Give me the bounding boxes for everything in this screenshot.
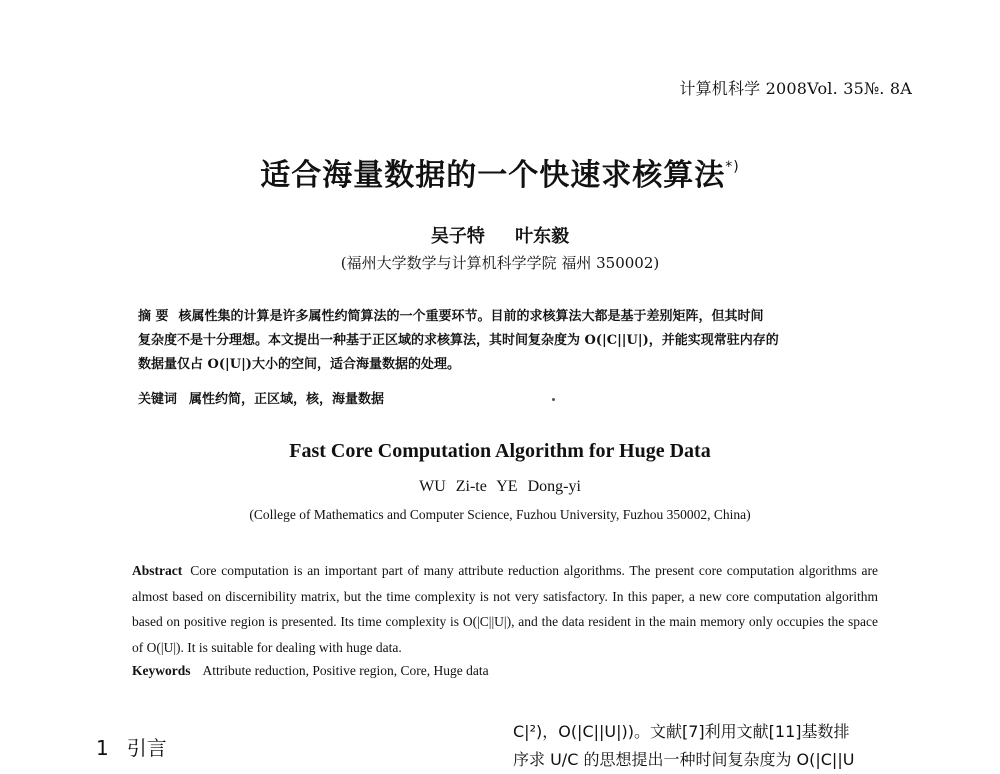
paper-title-en: Fast Core Computation Algorithm for Huge Data — [289, 440, 711, 462]
section-number: 1 — [96, 736, 109, 760]
affiliation-zh: (福州大学数学与计算机科学学院 福州 350002) — [340, 254, 660, 272]
keywords-zh-label: 关键词 — [138, 392, 178, 407]
footnote-mark: *) — [725, 159, 740, 175]
keywords-zh — [138, 388, 384, 407]
keywords-en-label: Keywords — [132, 663, 191, 678]
abstract-en-text: Core computation is an important part of many attribute reduction algorithms. The present core computation algorithms are almost based on discernibility matrix, but the time complexity is not very satisfactory. In this paper, a new core computation algorithm based on positive region is presented. Its time complexity is O(|C||U|), and the data resident in the main memory only occupies the space of O(|U|). It is suitable for dealing with huge data. — [132, 563, 878, 655]
abstract-zh-line-2: 复杂度不是十分理想。本文提出一种基于正区域的求核算法，其时间复杂度为 O(|C||U|)，并能实现常驻内存的 — [138, 333, 779, 348]
right-column-line-2: 序求 U/C 的思想提出一种时间复杂度为 O(|C||U — [513, 750, 855, 769]
abstract-en-label: Abstract — [132, 563, 183, 578]
section-heading — [96, 732, 167, 761]
abstract-zh-label: 摘 要 — [138, 309, 169, 324]
abstract-en — [132, 558, 878, 660]
keywords-en-text: Attribute reduction, Positive region, Core, Huge data — [202, 663, 489, 678]
abstract-zh-line-3: 数据量仅占 O(|U|)大小的空间，适合海量数据的处理。 — [138, 357, 460, 372]
authors-zh: 吴子特 叶东毅 — [430, 226, 570, 247]
paper-title-zh-text: 适合海量数据的一个快速求核算法 — [260, 158, 726, 193]
scan-speck — [552, 398, 555, 401]
section-title: 引言 — [126, 736, 167, 760]
abstract-zh-line-1: 核属性集的计算是许多属性约简算法的一个重要环节。目前的求核算法大都是基于差别矩阵，但其时间 — [178, 309, 764, 324]
right-column-line-1: C|²)，O(|C||U|))。文献[7]利用文献[11]基数排 — [513, 722, 850, 741]
paper-title-zh — [0, 150, 1000, 194]
affiliation-en: (College of Mathematics and Computer Science, Fuzhou University, Fuzhou 350002, China) — [249, 507, 751, 522]
keywords-en — [132, 663, 489, 679]
abstract-zh — [138, 305, 883, 377]
keywords-zh-text: 属性约简，正区域，核，海量数据 — [189, 392, 385, 407]
journal-header: 计算机科学 2008Vol. 35№. 8A — [679, 79, 912, 98]
authors-en: WU Zi-te YE Dong-yi — [419, 478, 581, 495]
right-column-text — [513, 718, 913, 774]
